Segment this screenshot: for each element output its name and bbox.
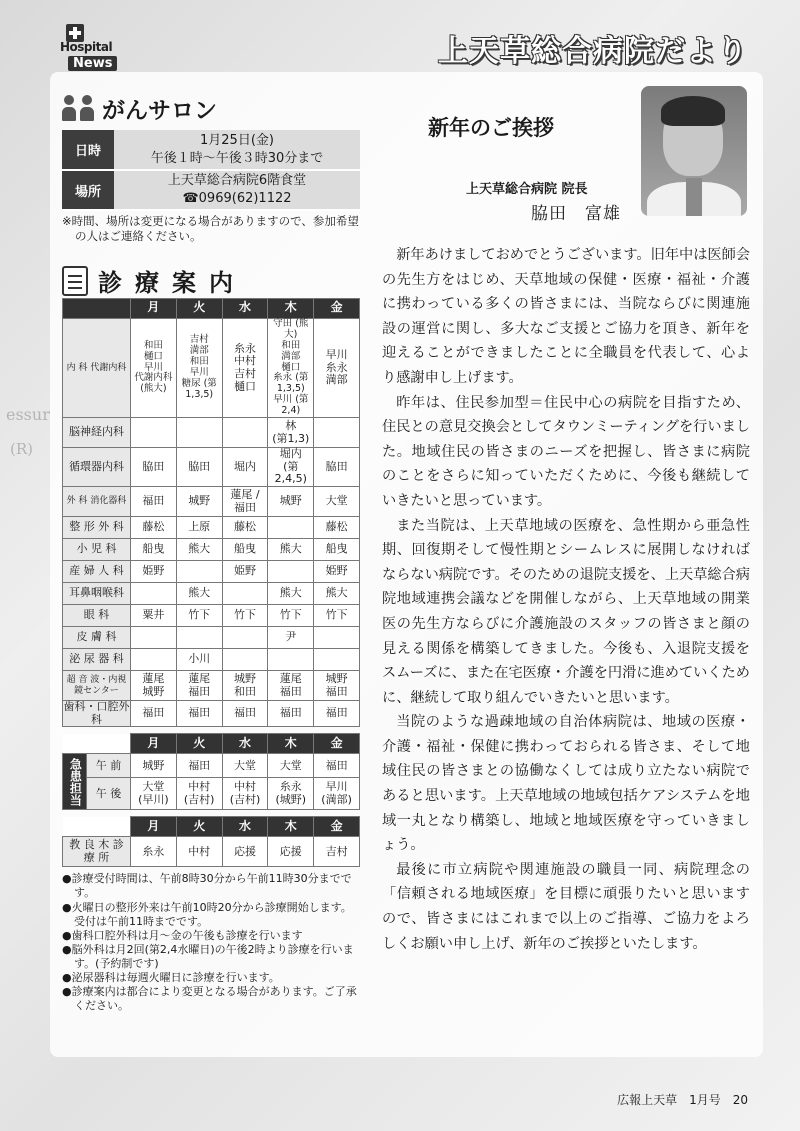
greeting-paragraph: 昨年は、住民参加型＝住民中心の病院を目指すため、住民との意見交換会としてタウンミーティングを行いました。地域住民の皆さまのニーズを把握し、皆さまに病院のことをさらに知っていただくために、今後も継続していきたいと思っています。 [382, 394, 750, 509]
emergency-label: 急患担当 [63, 754, 87, 810]
bg-decoration: (R) [10, 440, 33, 458]
day-header: 木 [268, 298, 314, 318]
salon-heading [62, 88, 362, 128]
schedule-cell: 糸永 (城野) [268, 778, 314, 810]
people-group-icon [62, 93, 96, 123]
day-header: 火 [176, 817, 222, 837]
schedule-cell [131, 583, 177, 605]
schedule-cell: 粟井 [131, 605, 177, 627]
schedule-cell: 福田 [176, 701, 222, 727]
schedule-cell: 城野 [176, 487, 222, 517]
schedule-cell: 蓮尾 福田 [268, 671, 314, 701]
hospital-news-logo [58, 24, 130, 76]
schedule-cell: 吉村 満部 和田 早川 糖尿 (第1,3,5) [176, 318, 222, 417]
dept-name: 内 科 代謝内科 [63, 318, 131, 417]
schedule-cell [314, 627, 360, 649]
schedule-note: ●診療案内は都合により変更となる場合があります。ご了承ください。 [62, 985, 357, 1013]
schedule-cell: 応援 [268, 837, 314, 867]
schedule-cell: 福田 [222, 701, 268, 727]
salon-info-table [62, 130, 360, 211]
day-header: 水 [222, 817, 268, 837]
day-header: 水 [222, 298, 268, 318]
schedule-cell [131, 627, 177, 649]
schedule-cell: 福田 [314, 754, 360, 778]
dept-name: 産 婦 人 科 [63, 561, 131, 583]
schedule-cell [268, 649, 314, 671]
author-affiliation: 上天草総合病院 院長 [466, 182, 588, 197]
author-name: 脇田 富雄 [531, 204, 621, 224]
schedule-cell: 熊大 [268, 539, 314, 561]
schedule-cell: 船曳 [131, 539, 177, 561]
schedule-cell: 糸永 [131, 837, 177, 867]
schedule-notes [62, 872, 362, 1013]
schedule-cell: 福田 [314, 701, 360, 727]
bg-decoration: essur [6, 405, 50, 424]
table-row [63, 539, 360, 561]
page-footer: 広報上天草 1月号 20 [617, 1093, 748, 1107]
dept-name: 耳鼻咽喉科 [63, 583, 131, 605]
schedule-cell: 中村 (吉村) [222, 778, 268, 810]
day-header: 木 [268, 734, 314, 754]
schedule-cell [222, 649, 268, 671]
greeting-paragraph: 最後に市立病院や関連施設の職員一同、病院理念の「信頼される地域医療」を目標に頑張りたいと思いますので、皆さまにはこれまで以上のご指導、ご協力をよろしくお願い申し上げ、新年のご挨拶といたします。 [382, 861, 750, 952]
dept-name: 眼 科 [63, 605, 131, 627]
day-header: 火 [176, 298, 222, 318]
dept-name: 脳神経内科 [63, 418, 131, 448]
schedule-cell: 大堂 [268, 754, 314, 778]
schedule-cell: 福田 [176, 754, 222, 778]
schedule-cell: 蓮尾 / 福田 [222, 487, 268, 517]
schedule-cell: 城野 和田 [222, 671, 268, 701]
schedule-cell: 堀内 (第2,4,5) [268, 448, 314, 487]
schedule-cell: 大堂 [314, 487, 360, 517]
schedule-note: ●泌尿器科は毎週火曜日に診療を行います。 [62, 970, 280, 984]
time-label: 午 後 [87, 778, 131, 810]
corner-header [63, 298, 131, 318]
dept-name: 泌 尿 器 科 [63, 649, 131, 671]
schedule-title: 診療案内 [98, 269, 246, 298]
schedule-cell: 中村 (吉村) [176, 778, 222, 810]
schedule-cell: 守田 (熊大) 和田 満部 樋口 糸永 (第1,3,5) 早川 (第2,4) [268, 318, 314, 417]
schedule-cell: 竹下 [176, 605, 222, 627]
day-header: 金 [314, 734, 360, 754]
schedule-table [62, 298, 360, 728]
director-photo [641, 86, 747, 216]
day-header: 木 [268, 817, 314, 837]
schedule-cell: 姫野 [131, 561, 177, 583]
table-row [63, 418, 360, 448]
table-row [63, 583, 360, 605]
greeting-paragraph: また当院は、上天草地域の医療を、急性期から亜急性期、回復期そして慢性期とシームレスに展開しなければならない病院です。そのための退院支援を、上天草総合病院地域連携会議などを開催しながら、上天草地域の開業医の先生方ならびに介護施設のスタッフの皆さまと顔の見える関係を構築してきました。今後も、入退院支援をスムーズに、また在宅医療・介護を円滑に進めていくために、継続して取り組んでいきたいと思います。 [382, 517, 750, 706]
dept-name: 皮 膚 科 [63, 627, 131, 649]
schedule-cell [268, 561, 314, 583]
schedule-cell [131, 418, 177, 448]
schedule-cell: 大堂 (早川) [131, 778, 177, 810]
table-row [63, 754, 360, 778]
schedule-cell: 藤松 [131, 517, 177, 539]
greeting-paragraph: 当院のような過疎地域の自治体病院は、地域の医療・介護・福祉・保健に携わっておられる皆さま、そして地域住民の皆さまとの協働なくしては成り立たない病院であると思います。上天草地域の地域包括ケアシステムを地域一丸となり構築し、地域と地域医療を守っていきましょう。 [382, 714, 750, 854]
schedule-note: ●歯科口腔外科は月～金の午後も診療を行います [62, 928, 303, 942]
dept-name: 教 良 木 診 療 所 [63, 837, 131, 867]
schedule-cell: 城野 福田 [314, 671, 360, 701]
schedule-cell: 藤松 [222, 517, 268, 539]
schedule-cell: 大堂 [222, 754, 268, 778]
schedule-cell: 蓮尾 福田 [176, 671, 222, 701]
schedule-cell: 尹 [268, 627, 314, 649]
schedule-cell: 竹下 [314, 605, 360, 627]
schedule-cell: 熊大 [314, 583, 360, 605]
schedule-cell: 城野 [268, 487, 314, 517]
schedule-note: ●火曜日の整形外来は午前10時20分から診療開始します。受付は午前11時までです。 [62, 900, 352, 928]
schedule-cell [314, 418, 360, 448]
table-row [63, 627, 360, 649]
schedule-cell [222, 627, 268, 649]
table-row [63, 605, 360, 627]
schedule-cell: 林 (第1,3) [268, 418, 314, 448]
day-header: 火 [176, 734, 222, 754]
greeting-body [382, 243, 750, 956]
schedule-cell: 脇田 [314, 448, 360, 487]
schedule-cell [176, 561, 222, 583]
schedule-cell: 脇田 [176, 448, 222, 487]
schedule-cell [176, 418, 222, 448]
table-row [63, 487, 360, 517]
table-row [63, 517, 360, 539]
schedule-cell: 姫野 [314, 561, 360, 583]
schedule-cell: 早川 (満部) [314, 778, 360, 810]
schedule-cell [131, 649, 177, 671]
schedule-cell: 熊大 [268, 583, 314, 605]
logo-text-top: Hospital [60, 40, 113, 54]
schedule-cell: 脇田 [131, 448, 177, 487]
kyoragi-table [62, 816, 360, 867]
schedule-cell [222, 583, 268, 605]
schedule-cell: 熊大 [176, 539, 222, 561]
left-column [62, 88, 362, 1013]
table-row [63, 318, 360, 417]
table-row [63, 701, 360, 727]
dept-name: 超 音 波・内視鏡センター [63, 671, 131, 701]
table-row [63, 649, 360, 671]
schedule-cell: 熊大 [176, 583, 222, 605]
schedule-cell: 竹下 [268, 605, 314, 627]
schedule-cell [222, 418, 268, 448]
table-row [63, 778, 360, 810]
schedule-cell: 福田 [131, 487, 177, 517]
schedule-cell: 城野 [131, 754, 177, 778]
place-value: 上天草総合病院6階食堂 ☎0969(62)1122 [114, 170, 360, 210]
schedule-cell: 吉村 [314, 837, 360, 867]
day-header: 月 [131, 734, 177, 754]
logo-text-bottom: News [68, 56, 117, 71]
schedule-cell: 姫野 [222, 561, 268, 583]
schedule-cell: 船曳 [314, 539, 360, 561]
schedule-cell: 藤松 [314, 517, 360, 539]
dept-name: 循環器内科 [63, 448, 131, 487]
schedule-cell: 糸永 中村 吉村 樋口 [222, 318, 268, 417]
schedule-cell [314, 649, 360, 671]
dept-name: 整 形 外 科 [63, 517, 131, 539]
place-label: 場所 [62, 170, 114, 210]
schedule-cell: 福田 [268, 701, 314, 727]
schedule-cell: 蓮尾 城野 [131, 671, 177, 701]
dept-name: 外 科 消化器科 [63, 487, 131, 517]
emergency-table [62, 733, 360, 810]
day-header: 月 [131, 817, 177, 837]
schedule-cell: 船曳 [222, 539, 268, 561]
salon-note: ※時間、場所は変更になる場合がありますので、参加希望の人はご連絡ください。 [62, 214, 359, 243]
greeting-title: 新年のご挨拶 [428, 115, 554, 140]
day-header: 金 [314, 817, 360, 837]
table-row [63, 448, 360, 487]
day-header: 水 [222, 734, 268, 754]
table-row [63, 671, 360, 701]
day-header: 月 [131, 298, 177, 318]
schedule-cell [176, 627, 222, 649]
table-row [63, 561, 360, 583]
greeting-paragraph: 新年あけましておめでとうございます。旧年中は医師会の先生方をはじめ、天草地域の保健・医療・福祉・介護に携わっている多くの皆さまには、当院ならびに関連施設の運営に関し、多大なご支援とご協力を頂き、新年を迎えることができましたことに全職員を代表して、心より感謝申し上げます。 [382, 247, 750, 386]
schedule-cell: 小川 [176, 649, 222, 671]
dept-name: 歯科・口腔外科 [63, 700, 130, 726]
date-value: 1月25日(金) 午後１時～午後３時30分まで [114, 130, 360, 170]
dept-name: 小 児 科 [63, 539, 131, 561]
date-label: 日時 [62, 130, 114, 170]
schedule-note: ●脳外科は月2回(第2,4水曜日)の午後2時より診療を行います。(予約制です) [62, 942, 354, 970]
salon-title: がんサロン [102, 97, 217, 124]
schedule-heading [62, 264, 362, 298]
schedule-cell [268, 517, 314, 539]
schedule-note: ●診療受付時間は、午前8時30分から午前11時30分までです。 [62, 872, 352, 900]
schedule-cell: 堀内 [222, 448, 268, 487]
schedule-cell: 中村 [176, 837, 222, 867]
page-title: 上天草総合病院だより [438, 34, 748, 69]
schedule-cell: 竹下 [222, 605, 268, 627]
time-label: 午 前 [87, 754, 131, 778]
schedule-cell: 応援 [222, 837, 268, 867]
clipboard-icon [62, 266, 88, 296]
schedule-cell: 早川 糸永 満部 [314, 318, 360, 417]
schedule-cell: 上原 [176, 517, 222, 539]
table-row [63, 837, 360, 867]
day-header: 金 [314, 298, 360, 318]
schedule-cell: 和田 樋口 早川 代謝内科 (熊大) [131, 318, 177, 417]
schedule-cell: 福田 [131, 701, 177, 727]
